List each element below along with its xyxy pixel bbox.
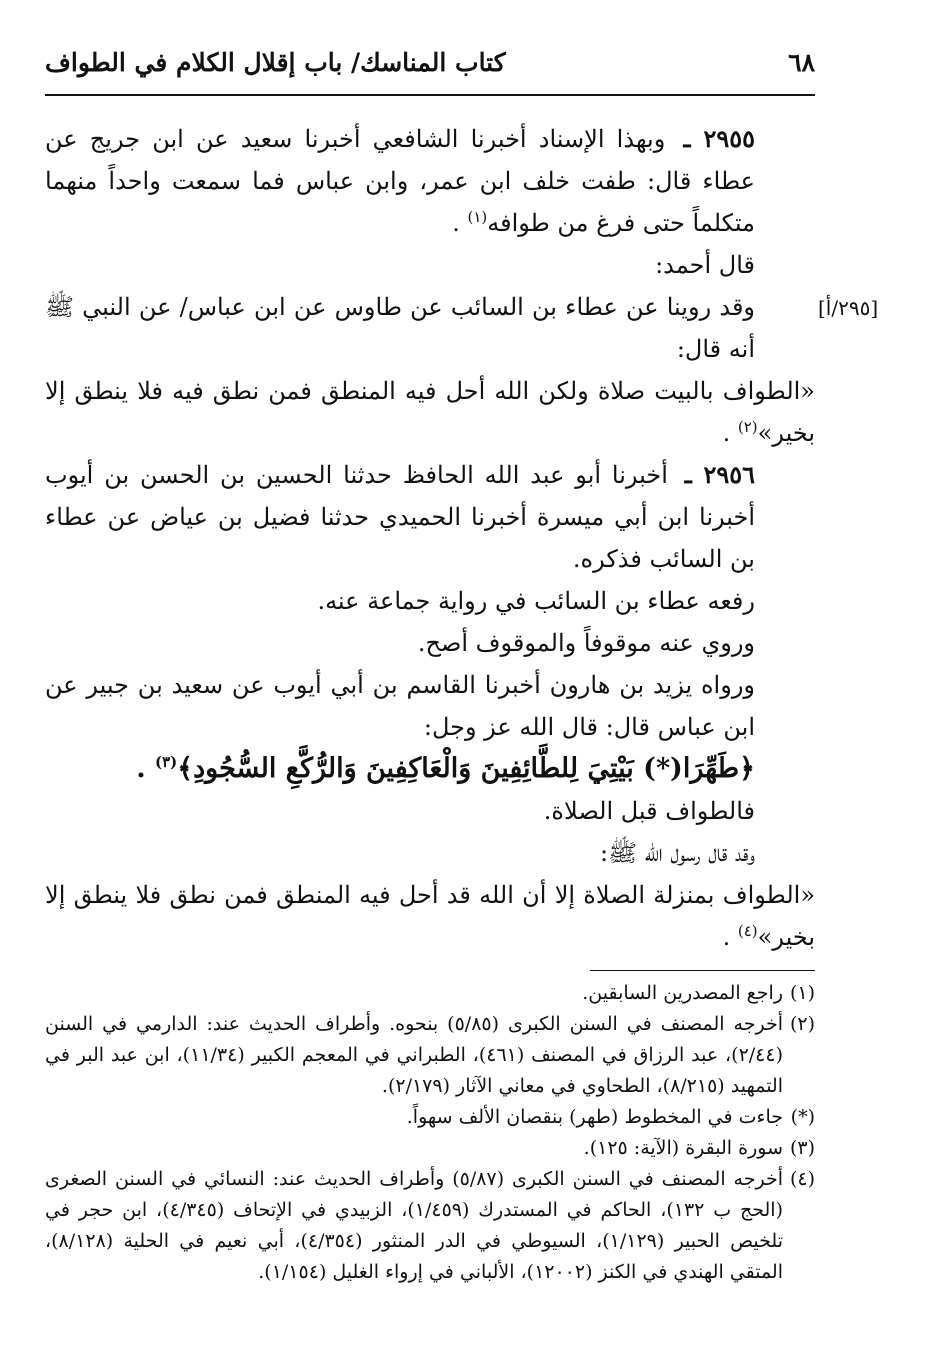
page-number: ٦٨ [788,47,815,77]
footnote-ref: (٢) [737,418,758,436]
footnote-rule [590,970,815,971]
footnote-ref: (٣) [155,753,178,771]
footnote-mark: (*) [790,1106,815,1128]
prophetic-quote: «الطواف بالبيت صلاة ولكن الله أحل فيه المنطق فمن نطق فيه فلا ينطق إلا بخير»$^{(٢)}$ . [45,377,815,447]
footnote-mark: (٤) [789,1168,815,1190]
paragraph: رفعه عطاء بن السائب في رواية جماعة عنه. [317,587,755,615]
verse-text: ﴿طَهِّرَا(*) بَيْتِيَ لِلطَّائِفِينَ وَالْعَاكِفِينَ وَالرُّكَّعِ السُّجُودِ﴾ [177,753,755,784]
paragraph: وقد روينا عن عطاء بن السائب عن طاوس عن ابن عباس/ عن النبي ﷺ أنه قال: [45,293,755,363]
footnote-ref: (١) [467,208,488,226]
hadith-text: وبهذا الإسناد أخبرنا الشافعي أخبرنا سعيد عن ابن جريج عن عطاء قال: طفت خلف ابن عمر، وابن عباس فما سمعت واحداً منهما متكلماً حتى فرغ من طوافه [45,125,755,237]
footnote [45,1009,815,1102]
footnote-ref: (٤) [737,922,758,940]
paragraph: فالطواف قبل الصلاة. [543,797,755,825]
paragraph: وقد قال رسول الله ﷺ: [600,839,755,867]
footnote-mark: (٢) [789,1013,815,1035]
footnote [45,1133,815,1164]
main-text [45,118,815,958]
quote-text: «الطواف بالبيت صلاة ولكن الله أحل فيه المنطق فمن نطق فيه فلا ينطق إلا بخير» [45,377,815,447]
footnotes [45,978,815,1288]
hadith-number: ٢٩٥٥ ـ [683,124,755,153]
footnote-text: أخرجه المصنف في السنن الكبرى (٥/٨٧) وأطراف الحديث عند: النسائي في السنن الصغرى (الحج ب ١٣٢)، الحاكم في المستدرك (١/٤٥٩)، الزبيدي في الإتحاف (٤/٣٤٥)، ابن حجر في تلخيص الحبير (١/١٢٩)، السيوطي في الدر المنثور (٤/٣٥٤)، أبي نعيم في الحلية (٨/١٢٨)، المتقي الهندي في الكنز (١٢٠٠٢)، الألباني في إرواء الغليل (١/١٥٤). [45,1168,783,1283]
chapter-title: كتاب المناسك/ باب إقلال الكلام في الطواف [45,47,506,77]
footnote-text: أخرجه المصنف في السنن الكبرى (٥/٨٥) بنحوه. وأطراف الحديث عند: الدارمي في السنن (٢/٤٤)، عبد الرزاق في المصنف (٤٦١)، الطبراني في المعجم الكبير (١١/٣٤)، ابن عبد البر في التمهيد (٨/٢١٥)، الطحاوي في معاني الآثار (٢/١٧٩). [45,1013,784,1097]
prophetic-quote: «الطواف بمنزلة الصلاة إلا أن الله قد أحل فيه المنطق فمن نطق فلا ينطق إلا بخير»$^{(٤)}$ . [45,881,815,951]
footnote [45,978,815,1009]
footnote-text: جاءت في المخطوط (طهر) بنقصان الألف سهواً. [406,1106,783,1128]
footnote [45,1102,815,1133]
paragraph: ورواه يزيد بن هارون أخبرنا القاسم بن أبي أيوب عن سعيد بن جبير عن ابن عباس قال: قال الله عز وجل: [45,671,755,741]
footnote-text: راجع المصدرين السابقين. [582,982,783,1004]
footnote-mark: (٣) [789,1137,815,1159]
paragraph: وروي عنه موقوفاً والموقوف أصح. [417,629,755,657]
hadith-2956 [45,454,815,580]
footnote-text: سورة البقرة (الآية: ١٢٥). [583,1137,783,1159]
footnote-mark: (١) [789,982,815,1004]
header-rule [45,94,815,96]
manuscript-folio-note: [٢٩٥/أ] [818,296,879,320]
running-header [45,40,815,84]
paragraph: قال أحمد: [655,251,755,279]
quote-text: «الطواف بمنزلة الصلاة إلا أن الله قد أحل فيه المنطق فمن نطق فلا ينطق إلا بخير» [45,881,815,951]
footnote [45,1164,815,1288]
quran-verse: ﴿طَهِّرَا(*) بَيْتِيَ لِلطَّائِفِينَ وَالْعَاكِفِينَ وَالرُّكَّعِ السُّجُودِ﴾$^{(٣)}$ . [136,753,755,784]
hadith-2955: ٢٩٥٥ ـ وبهذا الإسناد أخبرنا الشافعي أخبرنا سعيد عن ابن جريج عن عطاء قال: طفت خلف ابن عمر، وابن عباس فما سمعت واحداً منهما متكلماً حتى فرغ من طوافه$^{(١)}$ . [45,124,755,237]
hadith-number: ٢٩٥٦ ـ [684,460,755,489]
hadith-text: أخبرنا أبو عبد الله الحافظ حدثنا الحسين بن الحسن بن أيوب أخبرنا ابن أبي ميسرة أخبرنا الحميدي حدثنا فضيل بن عياض عن عطاء بن السائب فذكره. [45,461,755,573]
